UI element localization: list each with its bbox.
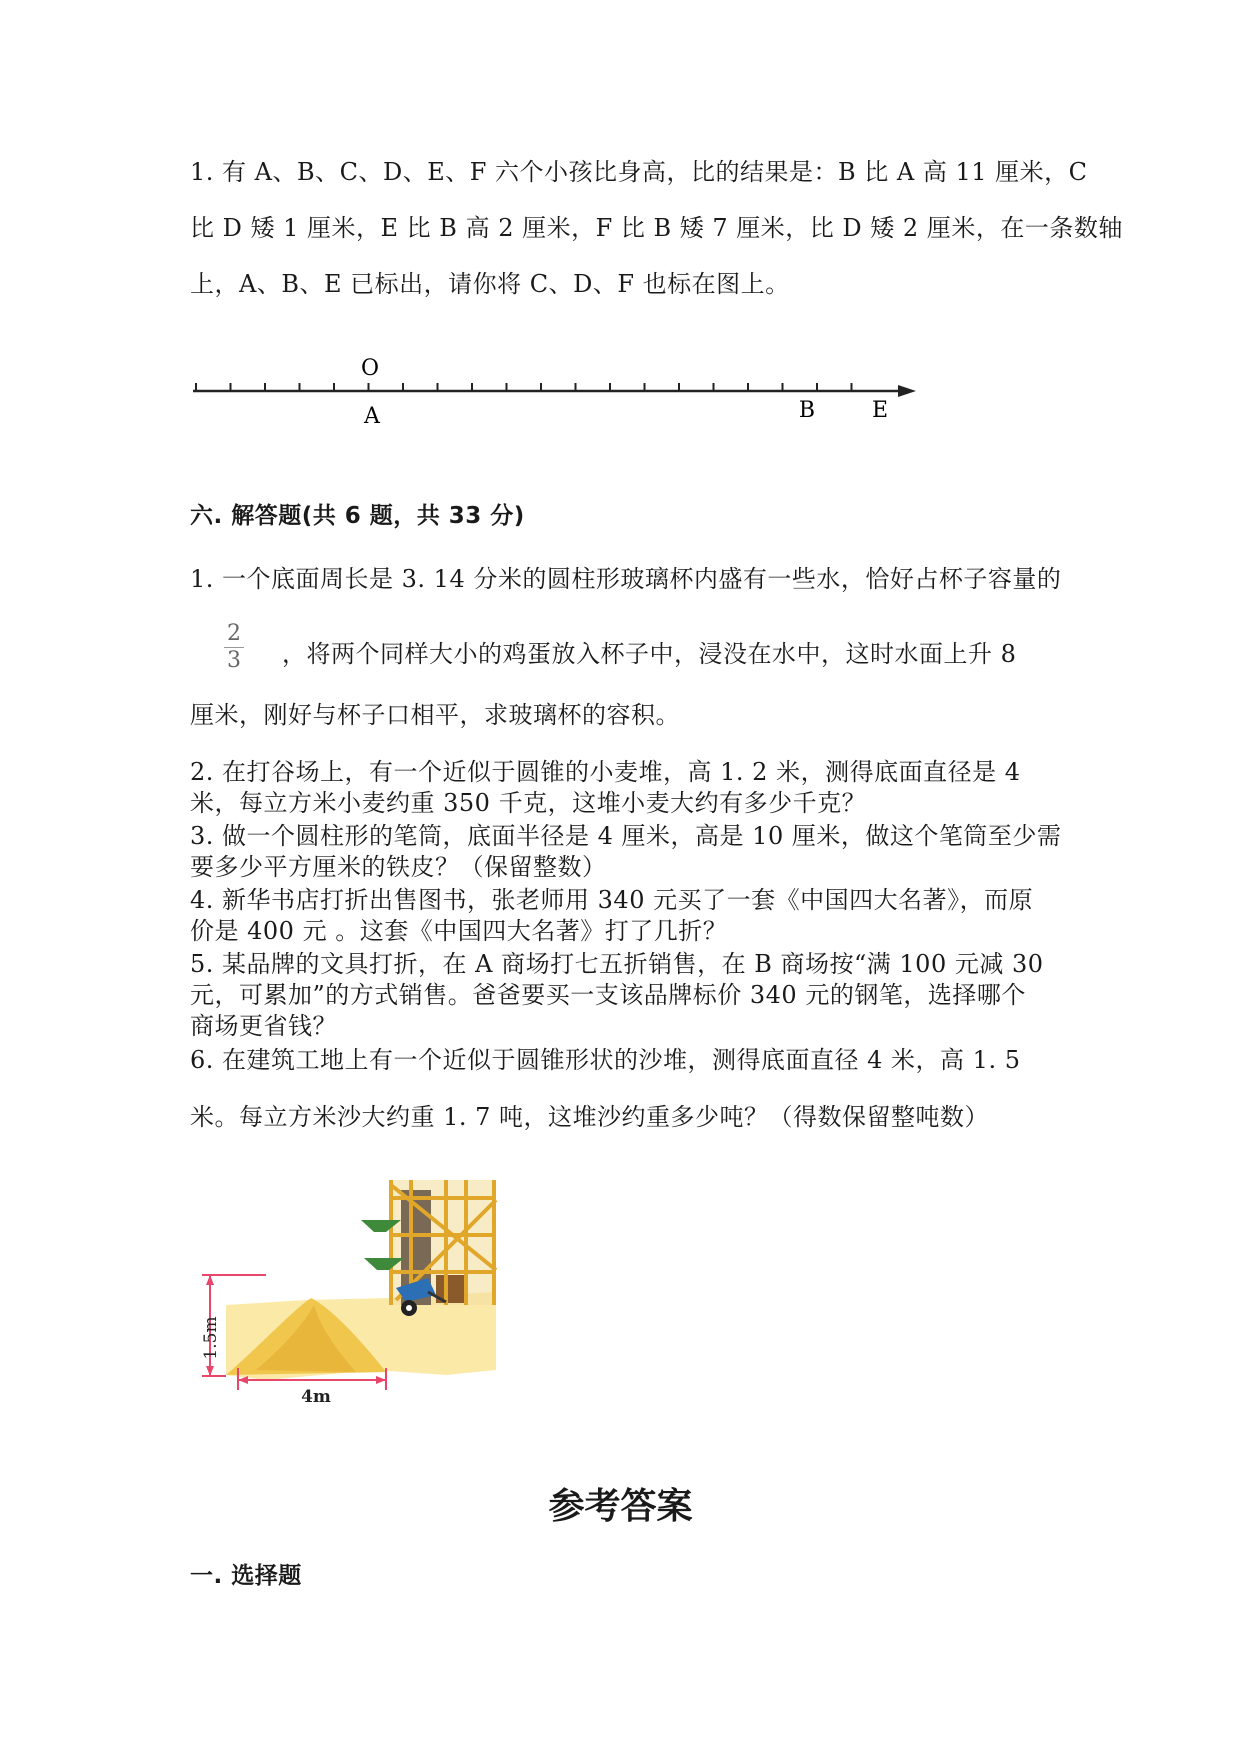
fraction-two-thirds [222,622,246,673]
question-text: 2. 在打谷场上，有一个近似于圆锥的小麦堆，高 1. 2 米，测得底面直径是 4 [190,758,1021,786]
axis-point-e-label: E [871,398,889,423]
axis-arrow [898,385,916,397]
question-text: ，将两个同样大小的鸡蛋放入杯子中，浸没在水中，这时水面上升 8 [282,640,1017,668]
question-text: 1. 有 A、B、C、D、E、F 六个小孩比身高，比的结果是：B 比 A 高 11 厘米，C [190,158,1088,186]
section-heading: 一. 选择题 [190,1563,302,1589]
question-text: 1. 一个底面周长是 3. 14 分米的圆柱形玻璃杯内盛有一些水，恰好占杯子容量的 [190,565,1062,593]
question-text: 4. 新华书店打折出售图书，张老师用 340 元买了一套《中国四大名著》，而原 [190,886,1034,914]
fraction-denominator: 3 [227,648,241,673]
question-text: 价是 400 元 。这套《中国四大名著》打了几折？ [190,917,728,945]
axis-point-b-label: B [798,398,816,423]
question-text: 要多少平方厘米的铁皮？（保留整数） [190,853,607,881]
question-text: 商场更省钱？ [190,1012,337,1040]
question-text: 6. 在建筑工地上有一个近似于圆锥形状的沙堆，测得底面直径 4 米，高 1. 5 [190,1046,1021,1074]
question-text: 比 D 矮 1 厘米，E 比 B 高 2 厘米，F 比 B 矮 7 厘米，比 D 矮 2 厘米，在一条数轴 [190,214,1123,242]
fraction-numerator: 2 [227,621,241,646]
sand-pile-illustration [196,1180,516,1410]
question-text: 米。每立方米沙大约重 1. 7 吨，这堆沙约重多少吨？（得数保留整吨数） [190,1103,990,1131]
question-text: 米，每立方米小麦约重 350 千克，这堆小麦大约有多少千克？ [190,789,867,817]
axis-point-a-label: A [364,404,380,429]
question-text: 5. 某品牌的文具打折，在 A 商场打七五折销售，在 B 商场按“满 100 元减 30 [190,950,1044,978]
axis-origin-label: O [360,356,380,381]
answers-title: 参考答案 [548,1486,693,1527]
question-text: 3. 做一个圆柱形的笔筒，底面半径是 4 厘米，高是 10 厘米，做这个笔筒至少需 [190,822,1062,850]
question-text: 厘米，刚好与杯子口相平，求玻璃杯的容积。 [190,701,680,729]
question-text: 上，A、B、E 已标出，请你将 C、D、F 也标在图上。 [190,270,790,298]
number-line-figure [190,355,930,435]
diameter-label: 4m [301,1387,331,1407]
question-text: 元，可累加”的方式销售。爸爸要买一支该品牌标价 340 元的钢笔，选择哪个 [190,981,1026,1009]
section-heading: 六. 解答题(共 6 题，共 33 分) [190,503,525,529]
height-label: 1.5m [201,1316,221,1360]
